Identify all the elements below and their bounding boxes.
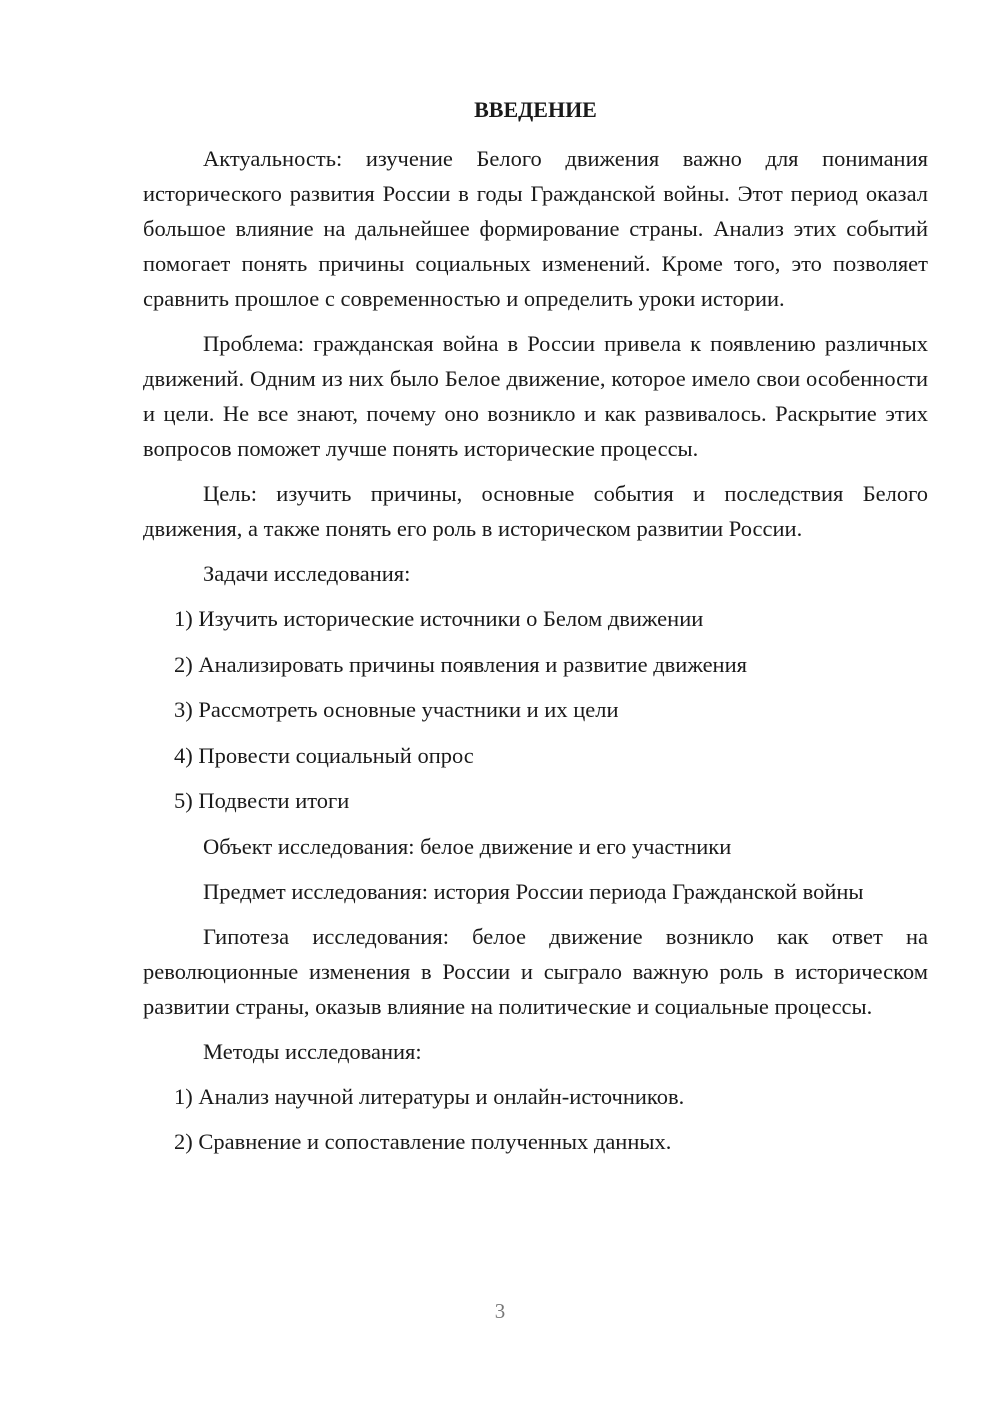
tasks-heading: Задачи исследования: [203, 561, 411, 586]
tasks-list [143, 601, 928, 818]
object-paragraph: Объект исследования: белое движение и его участники [203, 833, 732, 859]
list-item: 2) Сравнение и сопоставление полученных данных. [174, 1129, 672, 1154]
list-item: 1) Анализ научной литературы и онлайн-источников. [174, 1083, 685, 1109]
list-item: 4) Провести социальный опрос [174, 742, 474, 768]
goal-paragraph: Цель: изучить причины, основные события и последствия Белого движения, а также понять его роль в историческом развитии России. [143, 481, 928, 541]
section-title: ВВЕДЕНИЕ [474, 97, 597, 122]
actuality-paragraph: Актуальность: изучение Белого движения важно для понимания исторического развития России в годы Гражданской войны. Этот период оказал большое влияние на дальнейшее формирование страны. Анализ этих событий помогает понять причины социальных изменений. Кроме того, это позволяет сравнить прошлое с современностью и определить уроки истории. [143, 146, 928, 311]
methods-heading: Методы исследования: [203, 1038, 422, 1064]
subject-paragraph: Предмет исследования: история России периода Гражданской войны [203, 878, 864, 904]
page-number: 3 [494, 1299, 506, 1323]
methods-list [143, 1079, 928, 1160]
list-item: 2) Анализировать причины появления и развитие движения [174, 651, 747, 677]
list-item: 1) Изучить исторические источники о Белом движении [174, 606, 704, 631]
hypothesis-paragraph: Гипотеза исследования: белое движение возникло как ответ на революционные изменения в России и сыграло важную роль в историческом развитии страны, оказыв влияние на политические и социальные процессы. [143, 923, 928, 1019]
problem-paragraph: Проблема: гражданская война в России привела к появлению различных движений. Одним из них было Белое движение, которое имело свои особенности и цели. Не все знают, почему оно возникло и как развивалось. Раскрытие этих вопросов поможет лучше понять исторические процессы. [143, 331, 928, 461]
list-item: 5) Подвести итоги [174, 788, 350, 813]
list-item: 3) Рассмотреть основные участники и их цели [174, 697, 619, 722]
document-page [143, 92, 928, 1170]
